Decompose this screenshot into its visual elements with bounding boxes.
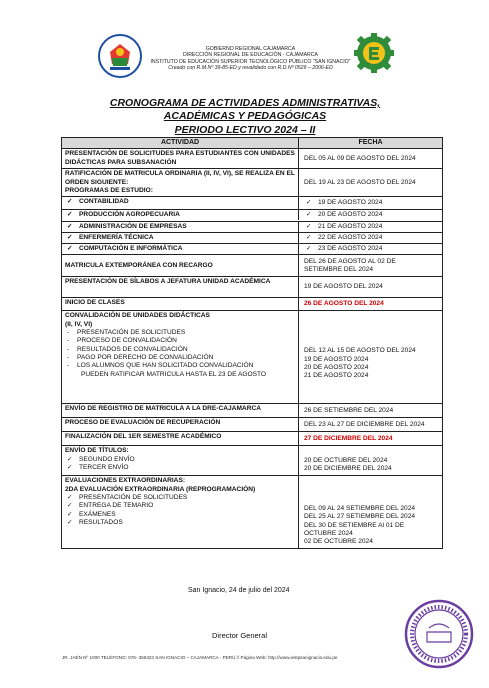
schedule-table [61,137,443,549]
section-title: (II, IV, VI) [65,320,93,328]
date-cell [299,255,442,276]
program-name: ENFERMERÍA TÉCNICA [79,233,154,241]
activity-cell [62,446,299,475]
table-row [62,254,442,276]
table-row [62,168,442,196]
section-title: 2DA EVALUACIÓN EXTRAORDINARIA (REPROGRAMACIÓN) [65,485,256,493]
date-text: 02 DE OCTUBRE 2024 [304,538,373,546]
activity-cell: PROCESO DE EVALUACIÓN DE RECUPERACIÓN [62,418,299,431]
table-row [62,209,442,220]
institution-header [148,46,353,72]
list-item: LOS ALUMNOS QUE HAN SOLICITADO CONVALIDACIÓN [77,362,254,370]
check-icon: ✓ [67,455,73,463]
check-icon: ✓ [67,510,73,518]
program-name: COMPUTACIÓN E INFORMÁTICA [79,245,183,253]
table-row [62,196,442,209]
activity-cell [62,476,299,548]
regional-government-logo [98,34,142,78]
date-text: 19 DE AGOSTO 2024 [304,355,369,363]
activity-cell: PRESENTACIÓN DE SOLICITUDES PARA ESTUDIANTES CON UNIDADES DIDÁCTICAS PARA SUBSANACIÓN [62,149,299,168]
activity-column-header: ACTIVIDAD [62,138,299,148]
table-header-row [62,138,442,148]
date-cell [299,244,442,254]
header-line-1: GOBIERNO REGIONAL CAJAMARCA [205,46,296,52]
table-row [62,445,442,475]
place-and-date: San Ignacio, 24 de julio del 2024 [188,587,290,594]
date-text: 20 DE DICIEMBRE DEL 2024 [304,465,392,473]
check-icon: ✓ [67,518,73,526]
activity-cell: PRESENTACIÓN DE SÍLABOS A JEFATURA UNIDAD ACADÉMICA [62,277,299,297]
date-text: OCTUBRE 2024 [304,529,353,537]
check-icon: ✓ [67,211,73,219]
date-cell [299,446,442,475]
section-title: ENVÍO DE TÍTULOS: [65,447,129,455]
class-start-date: 26 DE AGOSTO DEL 2024 [304,300,384,308]
check-icon: ✓ [306,222,312,230]
table-row [62,431,442,445]
activity-cell [62,197,299,209]
header-line-4: Creado con R.M.Nº 39-85-ED y revalidado con R.D.Nº 0529 – 2006-ED [168,65,333,72]
activity-cell: ENVÍO DE REGISTRO DE MATRICULA A LA DRE-CAJAMARCA [62,404,299,417]
activity-cell [62,244,299,254]
activity-cell [62,169,299,196]
table-row [62,297,442,310]
table-row [62,221,442,232]
activity-cell [62,233,299,243]
official-seal-stamp [403,598,475,670]
activity-cell: CONVALIDACIÓN DE UNIDADES DIDÁCTICAS (II, IV, VI) - PRESENTACIÓN DE SOLICITUDES - PROCESO DE CONVALIDACIÓN - RESULTADOS DE CONVALIDACIÓN - PAGO POR DERECHO DE CONVALIDACIÓN - LOS ALUMNOS QUE HAN SOLICITADO CONVALIDACIÓN PUEDEN RATIFICAR MATRICULA HASTA EL 23 DE AGOSTO [62,311,299,403]
date-cell [299,311,442,403]
list-item: SEGUNDO ENVÍO [79,455,135,463]
program-date: 21 DE AGOSTO 2024 [318,222,383,230]
date-cell [299,197,442,209]
check-icon: ✓ [67,245,73,253]
date-text: 21 DE AGOSTO 2024 [304,372,369,380]
program-date: 19 DE AGOSTO 2024 [318,199,383,207]
date-text: DEL 30 DE SETIEMBRE Al 01 DE [304,521,405,529]
list-item: PROCESO DE CONVALIDACIÓN [77,337,177,345]
date-text: DEL 25 AL 27 SETIEMBRE DEL 2024 [304,513,416,521]
institute-gear-logo [353,32,395,74]
activity-text: RATIFICACIÓN DE MATRICULA ORDINARIA (II, IV, VI), SE REALIZA EN EL ORDEN SIGUIENTE: [65,170,295,186]
section-title: EVALUACIONES EXTRAORDINARIAS: [65,477,186,485]
check-icon: ✓ [67,494,73,502]
document-title-line-2: ACADÉMICAS Y PEDAGÓGICAS [163,110,327,122]
check-icon: ✓ [306,211,312,219]
table-row [62,403,442,417]
check-icon: ✓ [67,464,73,472]
table-row [62,232,442,243]
list-item: ENTREGA DE TEMARIO [79,502,154,510]
list-item: RESULTADOS DE CONVALIDACIÓN [77,345,188,353]
table-row [62,243,442,254]
check-icon: ✓ [306,199,312,207]
activity-cell [62,210,299,220]
check-icon: ✓ [306,245,312,253]
check-icon: ✓ [67,222,73,230]
date-text: DEL 26 DE AGOSTO AL 02 DE [304,257,396,265]
date-cell [299,210,442,220]
table-row [62,148,442,168]
check-icon: ✓ [306,233,312,241]
activity-cell: MATRICULA EXTEMPORÁNEA CON RECARGO [62,255,299,276]
date-cell: DEL 23 AL 27 DE DICIEMBRE DEL 2024 [304,420,425,428]
program-name: ADMINISTRACIÓN DE EMPRESAS [79,222,187,230]
date-text: 20 DE OCTUBRE DEL 2024 [304,456,388,464]
list-item: TERCER ENVÍO [79,464,129,472]
table-row [62,276,442,297]
program-name: CONTABILIDAD [79,198,129,206]
program-date: 20 DE AGOSTO 2024 [318,211,383,219]
table-row [62,417,442,431]
check-icon: ✓ [67,233,73,241]
date-cell: DEL 19 AL 23 DE AGOSTO DEL 2024 [304,178,416,186]
document-title-line-1: CRONOGRAMA DE ACTIVIDADES ADMINISTRATIVAS, [109,97,381,109]
date-text: 20 DE AGOSTO 2024 [304,364,369,372]
section-title: CONVALIDACIÓN DE UNIDADES DIDÁCTICAS [65,312,210,320]
list-item: EXÁMENES [79,510,116,518]
header-line-3: INSTITUTO DE EDUCACIÓN SUPERIOR TECNOLÓGICO PÚBLICO "SAN IGNACIO" [150,58,351,65]
date-text: DEL 09 AL 24 SETIEMBRE DEL 2024 [304,505,416,512]
signature-title: Director General [212,631,268,640]
table-row [62,310,442,403]
semester-end-date: 27 DE DICIEMBRE DEL 2024 [304,434,393,442]
date-text: DEL 12 AL 15 DE AGOSTO DEL 2024 [304,347,416,355]
list-item: RESULTADOS [79,518,123,526]
date-cell: 19 DE AGOSTO DEL 2024 [304,283,383,291]
list-item: PRESENTACIÓN DE SOLICITUDES [79,494,188,502]
date-cell [299,222,442,232]
footer-contact: JR. JAÉN Nº 1000 TELÉFONO: 076- 356323 SAN IGNACIO – CAJAMARCA - PERÚ // Página Web: http://www.iestpsanignacio.edu.pe [62,655,338,660]
list-item: PRESENTACIÓN DE SOLICITUDES [77,329,186,337]
date-cell [299,476,442,548]
date-column-header: FECHA [358,139,383,146]
list-item: PUEDEN RATIFICAR MATRICULA HASTA EL 23 DE AGOSTO [81,370,267,378]
activity-text: PROGRAMAS DE ESTUDIO: [65,186,153,194]
activity-cell [62,222,299,232]
program-name: PRODUCCIÓN AGROPECUARIA [79,211,180,219]
list-item: PAGO POR DERECHO DE CONVALIDACIÓN [77,353,214,361]
activity-cell: FINALIZACIÓN DEL 1ER SEMESTRE ACADÉMICO [62,432,299,445]
program-date: 22 DE AGOSTO 2024 [318,233,383,241]
table-row [62,475,442,548]
header-line-2: DIRECCIÓN REGIONAL DE EDUCACIÓN - CAJAMARCA [183,52,318,59]
date-cell: 26 DE SETIEMBRE DEL 2024 [304,406,394,414]
check-icon: ✓ [67,198,73,206]
document-title-line-3: PERIODO LECTIVO 2024 – II [174,124,316,136]
program-date: 23 DE AGOSTO 2024 [318,245,383,253]
date-cell: DEL 05 AL 09 DE AGOSTO DEL 2024 [304,154,416,162]
activity-cell: INICIO DE CLASES [62,298,299,310]
date-text: SETIEMBRE DEL 2024 [304,265,374,273]
date-cell [299,233,442,243]
check-icon: ✓ [67,502,73,510]
